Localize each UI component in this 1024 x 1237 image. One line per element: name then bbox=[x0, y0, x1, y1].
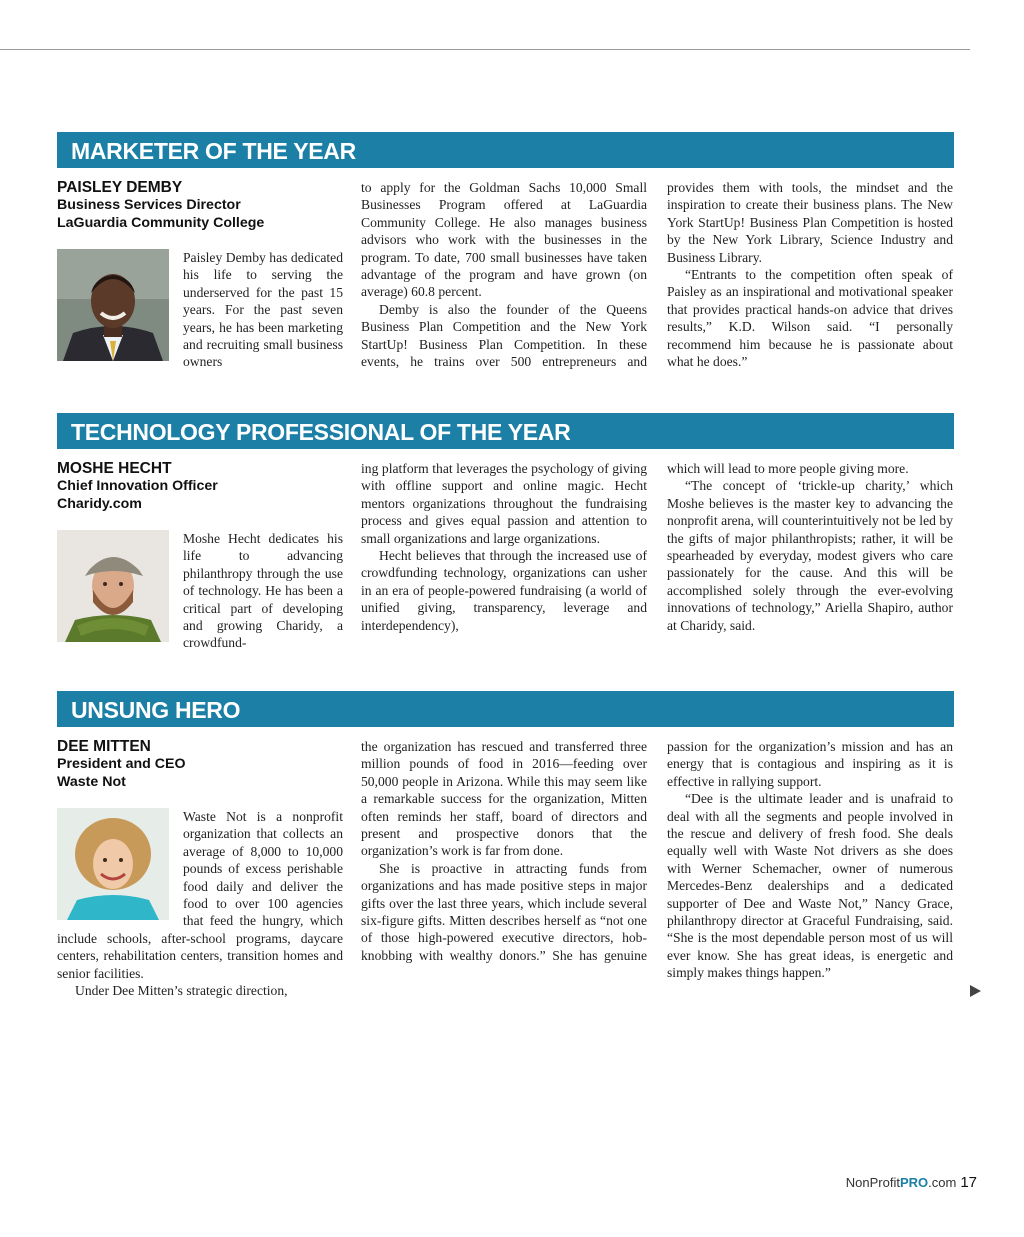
paragraph: She is proactive in attracting funds from organizations and has made positive steps in major gifts over the last three years, which include several six-figure gifts. Mitten describes herself as “not one of those high-powered executive directors, hob-knobbing with wealthy donors.” She has genuine bbox=[361, 860, 647, 963]
honoree-title: Business Services Director bbox=[57, 197, 241, 213]
section-banner: UNSUNG HERO bbox=[57, 691, 954, 727]
honoree-title: Chief Innovation Officer bbox=[57, 478, 218, 494]
paragraph: Hecht believes that through the increased use of crowdfunding technology, organizations can usher in an era of people-powered fundraising (a world of unified giving, transparency, leverage and interdependency), bbox=[361, 548, 647, 633]
column-3 bbox=[667, 179, 953, 370]
footer-site-brand: PRO bbox=[899, 1175, 929, 1190]
honoree-name: DEE MITTEN bbox=[57, 738, 151, 755]
section-marketer bbox=[57, 132, 954, 370]
page-footer bbox=[846, 1174, 977, 1191]
section-banner: TECHNOLOGY PROFESSIONAL OF THE YEAR bbox=[57, 413, 954, 449]
paragraph: passion for the organization’s mission and has an energy that is contagious and inspiring as it is effective in rallying support. bbox=[667, 739, 953, 789]
column-2 bbox=[361, 179, 647, 370]
section-unsung-hero bbox=[57, 691, 954, 999]
paragraph: the organization has rescued and transferred three million pounds of food in 2016—feeding over 50,000 people in Arizona. While this may seem like a remarkable success for the organization, Mitten often reminds her staff, board of directors and present and prospective donors that the organization’s work is far from done. bbox=[361, 739, 647, 859]
column-3 bbox=[667, 738, 953, 982]
column-2 bbox=[361, 460, 647, 634]
paragraph: to apply for the Goldman Sachs 10,000 Small Businesses Program offered at LaGuardia Community College. He also manages business advisors who work with the businesses in the program. To date, 700 small businesses have taken advantage of the program and have grown (on average) 60.8 percent. bbox=[361, 180, 647, 300]
column-3 bbox=[667, 460, 953, 634]
portrait-photo bbox=[57, 808, 169, 920]
column-1 bbox=[57, 738, 343, 999]
honoree-organization: LaGuardia Community College bbox=[57, 214, 265, 231]
honoree-organization: Charidy.com bbox=[57, 495, 142, 512]
column-1 bbox=[57, 460, 343, 652]
intro-block bbox=[57, 530, 343, 652]
column-2 bbox=[361, 738, 647, 964]
paragraph: “Dee is the ultimate leader and is unafraid to deal with all the segments and people involved in the rescue and delivery of fresh food. She deals equally well with Waste Not drivers as she does with Werner Schemacher, owner of numerous Mercedes-Benz dealerships and a dedicated supporter of Dee and Waste Not,” Nancy Grace, philanthropy director at Graceful Fundraising, said. “She is the most dependable person most of us will ever know. She has great ideas, is energetic and simply makes things happen.” bbox=[667, 791, 953, 981]
intro-text: Moshe Hecht dedicates his life to advancing philanthropy through the use of technology. He has been a critical part of developing and growing Charidy, a crowdfund- bbox=[183, 531, 343, 651]
intro-block bbox=[57, 808, 343, 982]
honoree-organization: Waste Not bbox=[57, 773, 126, 790]
paragraph: provides them with tools, the mindset and the inspiration to create their business plans. The New York StartUp! Business Plan Competition is hosted by the New York Library, Science Industry and Business Library. bbox=[667, 180, 953, 265]
paragraph: Demby is also the founder of the Queens Business Plan Competition and the New York StartUp! Business Plan Competition. In these events, he trains over 500 entrepreneurs and bbox=[361, 301, 647, 370]
honoree-title: President and CEO bbox=[57, 756, 186, 772]
section-banner: MARKETER OF THE YEAR bbox=[57, 132, 954, 168]
paragraph: “Entrants to the competition often speak of Paisley as an inspirational and motivational speaker that provides practical hands-on advice that drives results,” K.D. Wilson said. “I personally recommend him because he is passionate about what he does.” bbox=[667, 267, 953, 370]
intro-text: Waste Not is a nonprofit organization that collects an average of 8,000 to 10,000 pounds of excess perishable food daily and deliver the food to over 100 agencies that feed the hungry, which include schools, after-school programs, daycare centers, rehabilitation centers, transition homes and senior facilities. bbox=[57, 809, 343, 981]
page-number: 17 bbox=[960, 1174, 977, 1191]
paragraph: Under Dee Mitten’s strategic direction, bbox=[75, 983, 288, 999]
paragraph: “The concept of ‘trickle-up charity,’ which Moshe believes is the master key to advancing the nonprofit arena, will counterintuitively not be led by the gifts of major philanthropists; rather, it will be spearheaded by everyday, modest givers who care passionately for the cause. And this will be accomplished solely through the ever-evolving innovations of technology,” Ariella Shapiro, author at Charidy, said. bbox=[667, 478, 953, 633]
portrait-photo bbox=[57, 249, 169, 361]
footer-site-suffix: .com bbox=[928, 1175, 957, 1190]
honoree-name: MOSHE HECHT bbox=[57, 460, 172, 477]
paragraph: which will lead to more people giving more. bbox=[667, 461, 909, 476]
intro-block bbox=[57, 249, 343, 371]
portrait-photo bbox=[57, 530, 169, 642]
section-technology bbox=[57, 413, 954, 651]
paragraph: ing platform that leverages the psychology of giving with offline support and online magic. Hecht mentors organizations throughout the fundraising process and gives equal passion and attention to small organizations and large organizations. bbox=[361, 461, 647, 546]
continue-arrow-icon bbox=[970, 985, 981, 997]
column-1 bbox=[57, 179, 343, 371]
honoree-name: PAISLEY DEMBY bbox=[57, 179, 183, 196]
top-rule bbox=[0, 49, 970, 50]
footer-site-prefix: NonProfit bbox=[845, 1175, 900, 1190]
intro-text: Paisley Demby has dedicated his life to serving the underserved for the past 15 years. For the past seven years, he has been marketing and recruiting small business owners bbox=[183, 250, 343, 370]
